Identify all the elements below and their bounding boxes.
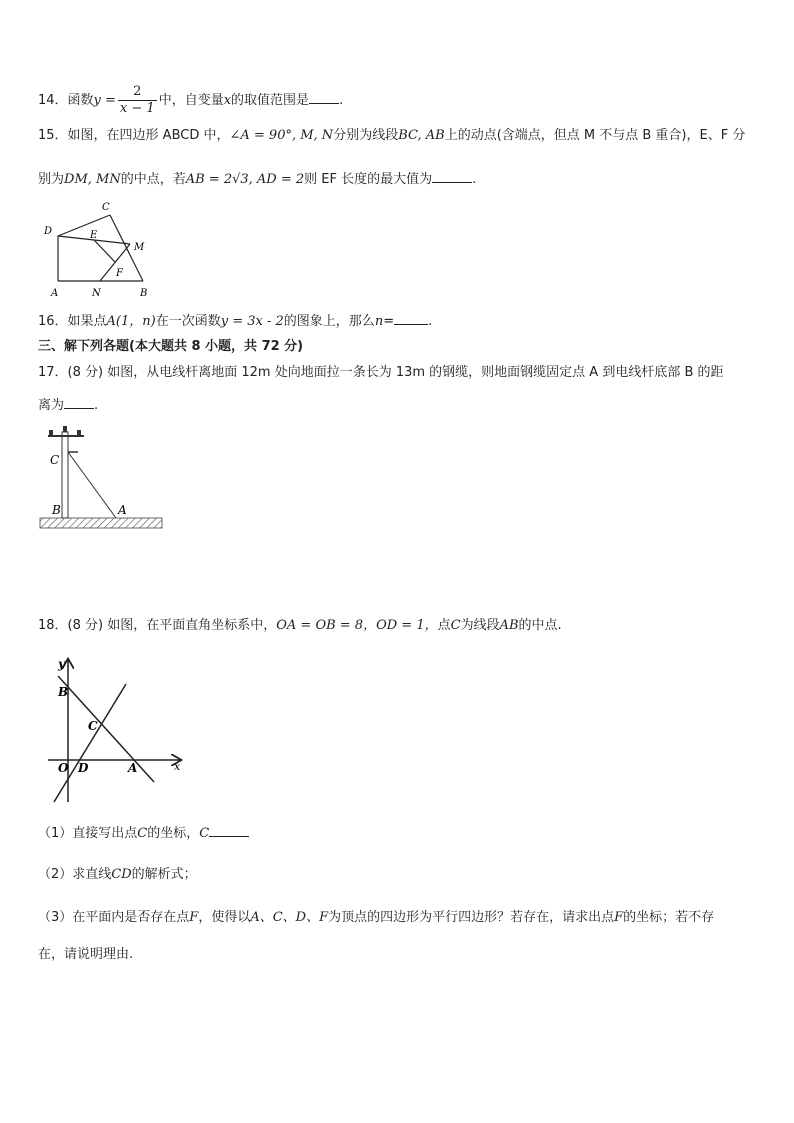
q18-coordinate-figure	[44, 654, 188, 806]
q18-sub1-text-b: 的坐标，	[147, 826, 200, 841]
q16-function: y = 3x - 2	[220, 314, 284, 329]
q17-insulator-1	[49, 430, 53, 436]
q17-cable	[68, 452, 116, 518]
q18-label-x: x	[174, 760, 181, 773]
q18-label-B: B	[58, 685, 69, 699]
q17-line1: 17．(8 分) 如图，从电线杆离地面 12m 处向地面拉一条长为 13m 的钢缆，则地面钢缆固定点 A 到电线杆底部 B 的距	[38, 365, 724, 380]
q18-sub2-text-a: （2）求直线	[38, 867, 112, 882]
q15-text-f: 则 EF 长度的最大值为	[304, 172, 433, 187]
q14-number-text: 14．函数	[38, 93, 94, 108]
q14-end: .	[339, 93, 344, 108]
q17-answer-blank[interactable]	[64, 396, 94, 409]
q15-mids: DM, MN	[64, 172, 121, 187]
q16-n: n	[374, 314, 384, 329]
q17-end: .	[94, 398, 99, 413]
q18-seg-AB: AB	[499, 618, 519, 633]
q15-label-B: B	[140, 288, 148, 299]
q15-end: .	[472, 172, 477, 187]
q17-pole	[62, 432, 68, 518]
q18-sub3-line1	[38, 909, 714, 927]
q18-sub1	[38, 824, 249, 843]
q18-sub1-text-a: （1）直接写出点	[38, 826, 138, 841]
q18-line	[38, 617, 562, 635]
q18-point-C: C	[450, 618, 461, 633]
q17-pole-figure	[38, 424, 166, 534]
q15-label-A: A	[51, 288, 59, 299]
q16-answer-blank[interactable]	[394, 312, 428, 325]
q16-eq: =	[383, 314, 395, 329]
q15-seg-DC	[58, 215, 110, 236]
q18-sub3-point: F	[189, 910, 199, 925]
q17-ground	[40, 518, 162, 528]
q18-label-y: y	[58, 657, 65, 671]
q18-text-d: 的中点.	[518, 618, 562, 633]
q14-fraction	[118, 84, 157, 117]
q18-text-b: 点	[437, 618, 451, 633]
q18-text-a: 18．(8 分) 如图，在平面直角坐标系中，	[38, 618, 277, 633]
q18-sub2-seg: CD	[111, 867, 132, 882]
q17-insulator-2	[77, 430, 81, 436]
q15-label-E: E	[90, 230, 98, 241]
q18-sub3-text-b: ，使得以	[198, 910, 251, 925]
q15-label-F: F	[116, 268, 123, 279]
q18-sub1-point: C	[137, 826, 148, 841]
q18-line-AB	[58, 676, 154, 782]
q15-line1	[38, 127, 745, 145]
q16-text-b: 在一次函数	[155, 314, 221, 329]
q15-seg-MN	[100, 244, 130, 281]
q18-label-A: A	[128, 761, 138, 775]
q16-text-c: 的图象上，那么	[283, 314, 375, 329]
q17-label-A: A	[118, 503, 127, 517]
q14-tail-text: 的取值范围是	[231, 93, 310, 108]
q14-frac-numerator: 2	[118, 84, 157, 101]
section-3-heading: 三、解下列各题(本大题共 8 小题，共 72 分)	[38, 339, 304, 354]
q15-text-b: 分别为线段	[333, 128, 399, 143]
q18-sub1-c: C	[199, 826, 210, 841]
q18-sub3-text-a: （3）在平面内是否存在点	[38, 910, 190, 925]
q14-frac-denominator: x − 1	[119, 101, 155, 116]
q17-label-B: B	[52, 503, 61, 517]
q18-text-c: 为线段	[460, 618, 500, 633]
q15-cond: AB = 2√3, AD = 2	[185, 172, 305, 187]
q14-answer-blank[interactable]	[309, 91, 339, 104]
q15-segs: BC, AB	[398, 128, 445, 143]
q14-var: x	[223, 93, 232, 108]
q17-insulator-3	[63, 426, 67, 432]
q15-quadrilateral-figure	[40, 198, 160, 302]
q16-text-a: 16．如果点	[38, 314, 107, 329]
q15-text-d: 别为	[38, 172, 65, 187]
q15-text-a: 15．如图，在四边形 ABCD 中，	[38, 128, 230, 143]
q18-sub2	[38, 866, 197, 884]
q15-label-M: M	[134, 242, 145, 253]
q18-sub1-answer-blank[interactable]	[209, 824, 249, 837]
q15-line2	[38, 170, 476, 189]
q18-label-C: C	[88, 719, 98, 733]
q17-text: 离为	[38, 398, 65, 413]
q18-cond: OA = OB = 8，OD = 1，	[276, 618, 438, 633]
q14-func-lhs: y =	[93, 93, 116, 108]
q15-answer-blank[interactable]	[432, 170, 472, 183]
q17-label-C: C	[50, 453, 60, 467]
q14-line	[38, 84, 343, 117]
q15-text-c: 上的动点(含端点，但点 M 不与点 B 重合)，E、F 分	[444, 128, 746, 143]
q15-angle: ∠A = 90°, M, N	[229, 128, 334, 143]
q17-line2	[38, 396, 98, 415]
q15-seg-EF	[94, 240, 115, 262]
q15-label-N: N	[92, 288, 101, 299]
q16-point: A(1，n)	[106, 314, 156, 329]
q18-label-O: O	[58, 761, 69, 775]
q18-sub2-text-b: 的解析式；	[131, 867, 197, 882]
q15-text-e: 的中点，若	[120, 172, 186, 187]
q18-label-D: D	[78, 761, 89, 775]
q18-sub3-text-d: 的坐标；若不存	[623, 910, 715, 925]
q18-sub3-line2: 在，请说明理由.	[38, 947, 134, 962]
q14-mid-text: 中，自变量	[158, 93, 224, 108]
q18-sub3-text-c: 为顶点的四边形为平行四边形？若存在，请求出点	[328, 910, 615, 925]
q18-line-CD	[54, 684, 126, 802]
q18-sub3-point2: F	[614, 910, 624, 925]
q15-label-C: C	[102, 202, 110, 213]
q16-end: .	[428, 314, 433, 329]
q18-sub3-points: A、C、D、F	[250, 910, 329, 925]
q16-line	[38, 312, 432, 331]
q15-label-D: D	[44, 226, 53, 237]
